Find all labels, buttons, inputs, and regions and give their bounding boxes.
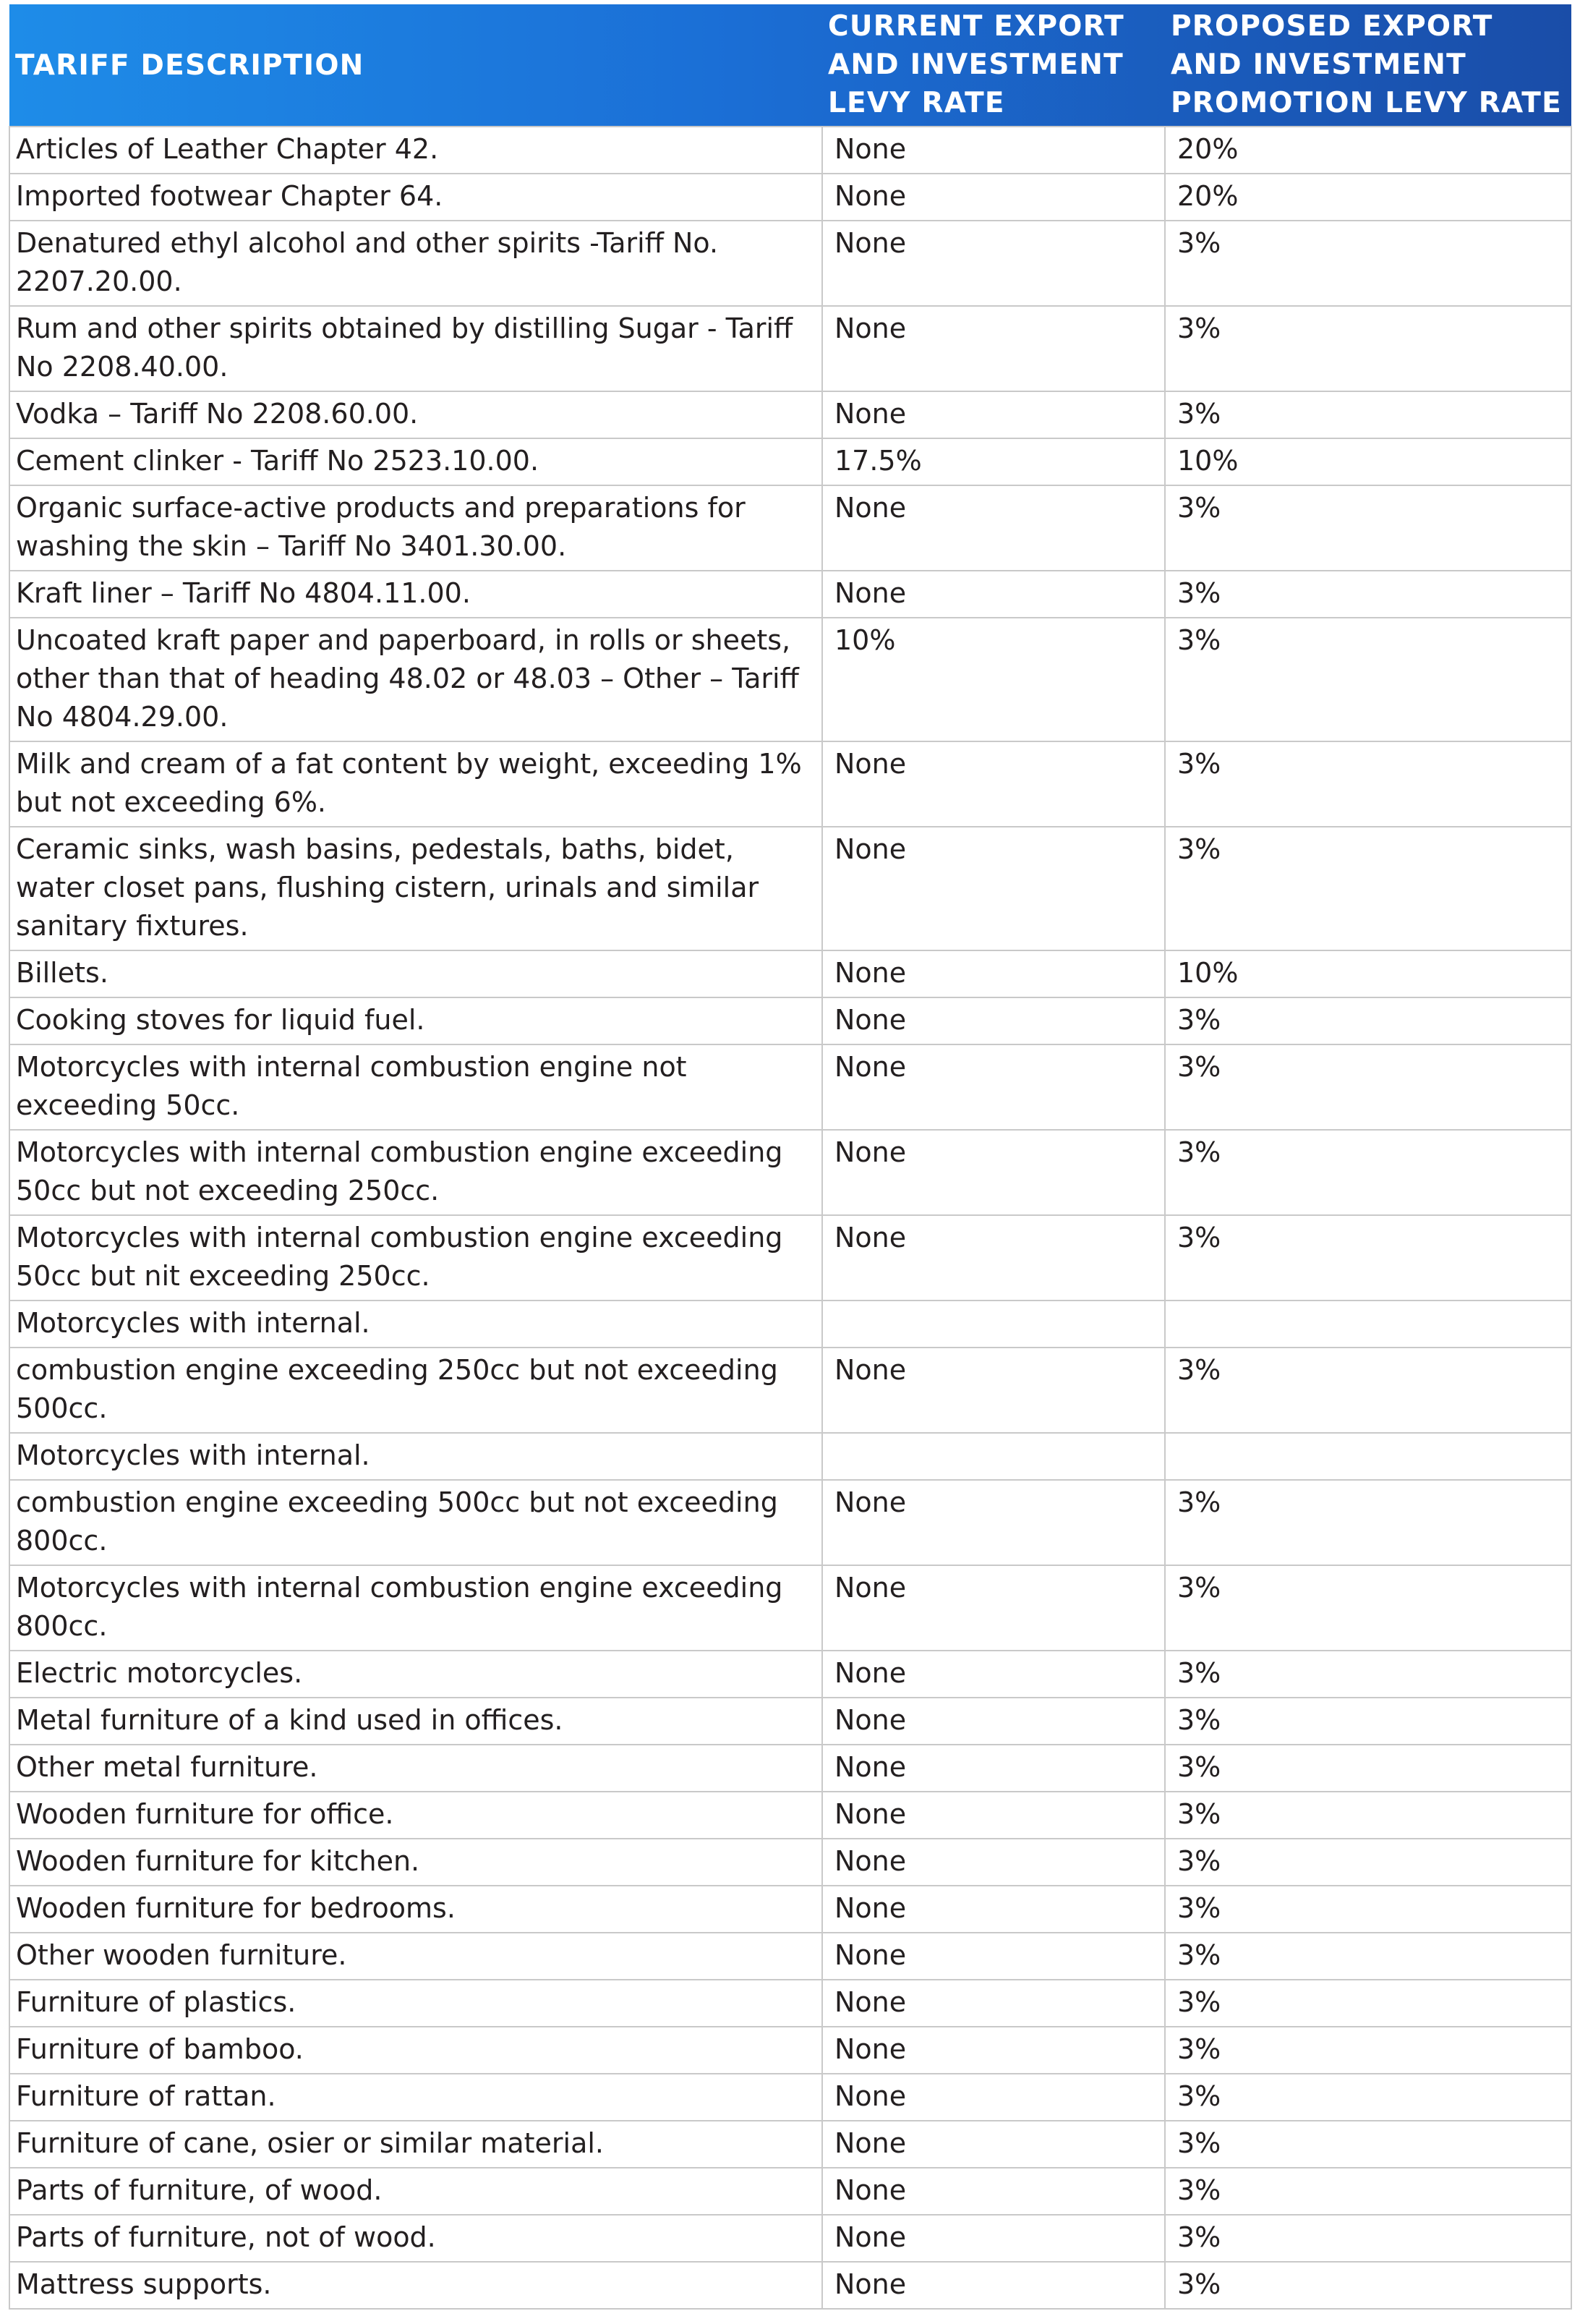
current-rate-cell: None [822, 2121, 1165, 2168]
current-rate-cell: None [822, 306, 1165, 391]
table-row [9, 1348, 1571, 1433]
current-rate-cell: None [822, 1565, 1165, 1651]
description-cell: Motorcycles with internal. [9, 1433, 822, 1480]
proposed-rate-cell: 3% [1165, 1215, 1571, 1301]
proposed-rate-cell [1165, 1433, 1571, 1480]
table-row [9, 1130, 1571, 1215]
table-row [9, 1565, 1571, 1651]
table-row [9, 1792, 1571, 1839]
table-row [9, 2074, 1571, 2121]
description-cell: Metal furniture of a kind used in offices. [9, 1698, 822, 1745]
current-rate-cell: None [822, 741, 1165, 827]
table-row [9, 1933, 1571, 1980]
proposed-rate-cell: 3% [1165, 2027, 1571, 2074]
table-row [9, 1433, 1571, 1480]
header-current-levy-rate: CURRENT EXPORT AND INVESTMENT LEVY RATE [828, 10, 1124, 119]
current-rate-cell: None [822, 221, 1165, 306]
table-row [9, 174, 1571, 221]
proposed-rate-cell: 3% [1165, 1933, 1571, 1980]
table-row [9, 2215, 1571, 2262]
description-cell: Motorcycles with internal combustion engine exceeding 50cc but nit exceeding 250cc. [9, 1215, 822, 1301]
current-rate-cell: None [822, 1130, 1165, 1215]
table-row [9, 1301, 1571, 1348]
proposed-rate-cell: 3% [1165, 618, 1571, 741]
proposed-rate-cell: 3% [1165, 997, 1571, 1044]
description-cell: Cooking stoves for liquid fuel. [9, 997, 822, 1044]
proposed-rate-cell: 3% [1165, 1130, 1571, 1215]
table-row [9, 1215, 1571, 1301]
description-cell: Furniture of rattan. [9, 2074, 822, 2121]
description-cell: Cement clinker - Tariff No 2523.10.00. [9, 438, 822, 485]
table-row [9, 2027, 1571, 2074]
current-rate-cell: None [822, 1215, 1165, 1301]
table-row [9, 827, 1571, 950]
table-row [9, 1044, 1571, 1130]
table-row [9, 1745, 1571, 1792]
table-row [9, 1651, 1571, 1698]
current-rate-cell: None [822, 2074, 1165, 2121]
table-row [9, 1839, 1571, 1886]
header-proposed-levy-rate: PROPOSED EXPORT AND INVESTMENT PROMOTION LEVY RATE [1171, 10, 1562, 119]
description-cell: Motorcycles with internal combustion engine exceeding 800cc. [9, 1565, 822, 1651]
description-cell: Kraft liner – Tariff No 4804.11.00. [9, 571, 822, 618]
current-rate-cell: None [822, 485, 1165, 571]
table-row [9, 2168, 1571, 2215]
description-cell: Other metal furniture. [9, 1745, 822, 1792]
description-cell: Mattress supports. [9, 2262, 822, 2309]
proposed-rate-cell: 3% [1165, 1792, 1571, 1839]
proposed-rate-cell: 3% [1165, 2215, 1571, 2262]
table-row [9, 391, 1571, 438]
proposed-rate-cell: 3% [1165, 1348, 1571, 1433]
current-rate-cell: None [822, 174, 1165, 221]
current-rate-cell: None [822, 1792, 1165, 1839]
description-cell: Wooden furniture for office. [9, 1792, 822, 1839]
description-cell: Imported footwear Chapter 64. [9, 174, 822, 221]
description-cell: combustion engine exceeding 250cc but not exceeding 500cc. [9, 1348, 822, 1433]
current-rate-cell: None [822, 1480, 1165, 1565]
table-row [9, 997, 1571, 1044]
table-body [9, 127, 1571, 2309]
table-row [9, 438, 1571, 485]
header-row [9, 4, 1571, 127]
description-cell: Electric motorcycles. [9, 1651, 822, 1698]
description-cell: Other wooden furniture. [9, 1933, 822, 1980]
description-cell: Ceramic sinks, wash basins, pedestals, baths, bidet, water closet pans, flushing cistern, urinals and similar sanitary fixtures. [9, 827, 822, 950]
table-row [9, 2262, 1571, 2309]
table-row [9, 1886, 1571, 1933]
proposed-rate-cell: 3% [1165, 1480, 1571, 1565]
proposed-rate-cell: 3% [1165, 1886, 1571, 1933]
proposed-rate-cell: 3% [1165, 1651, 1571, 1698]
current-rate-cell: None [822, 1839, 1165, 1886]
proposed-rate-cell: 20% [1165, 174, 1571, 221]
proposed-rate-cell: 3% [1165, 485, 1571, 571]
proposed-rate-cell: 3% [1165, 2262, 1571, 2309]
description-cell: Wooden furniture for bedrooms. [9, 1886, 822, 1933]
description-cell: Articles of Leather Chapter 42. [9, 127, 822, 174]
description-cell: Parts of furniture, not of wood. [9, 2215, 822, 2262]
table-row [9, 1480, 1571, 1565]
current-rate-cell: 17.5% [822, 438, 1165, 485]
proposed-rate-cell: 20% [1165, 127, 1571, 174]
current-rate-cell: None [822, 997, 1165, 1044]
current-rate-cell: None [822, 827, 1165, 950]
proposed-rate-cell: 3% [1165, 571, 1571, 618]
table-row [9, 571, 1571, 618]
current-rate-cell: None [822, 1886, 1165, 1933]
proposed-rate-cell: 3% [1165, 221, 1571, 306]
description-cell: Denatured ethyl alcohol and other spirits -Tariff No. 2207.20.00. [9, 221, 822, 306]
table-row [9, 618, 1571, 741]
proposed-rate-cell: 3% [1165, 391, 1571, 438]
table-row [9, 127, 1571, 174]
current-rate-cell: None [822, 1348, 1165, 1433]
table-row [9, 2121, 1571, 2168]
proposed-rate-cell: 3% [1165, 1565, 1571, 1651]
current-rate-cell: None [822, 1745, 1165, 1792]
proposed-rate-cell: 3% [1165, 1745, 1571, 1792]
description-cell: Rum and other spirits obtained by distilling Sugar - Tariff No 2208.40.00. [9, 306, 822, 391]
proposed-rate-cell: 3% [1165, 2121, 1571, 2168]
description-cell: Furniture of bamboo. [9, 2027, 822, 2074]
proposed-rate-cell: 3% [1165, 1698, 1571, 1745]
description-cell: Wooden furniture for kitchen. [9, 1839, 822, 1886]
tariff-table [9, 4, 1572, 2310]
proposed-rate-cell: 3% [1165, 306, 1571, 391]
current-rate-cell: None [822, 2262, 1165, 2309]
description-cell: Furniture of plastics. [9, 1980, 822, 2027]
table-row [9, 1698, 1571, 1745]
table-row [9, 741, 1571, 827]
proposed-rate-cell: 3% [1165, 1839, 1571, 1886]
current-rate-cell: None [822, 2168, 1165, 2215]
table-row [9, 306, 1571, 391]
current-rate-cell: None [822, 391, 1165, 438]
table-row [9, 221, 1571, 306]
description-cell: Vodka – Tariff No 2208.60.00. [9, 391, 822, 438]
description-cell: Motorcycles with internal combustion engine not exceeding 50cc. [9, 1044, 822, 1130]
proposed-rate-cell: 3% [1165, 827, 1571, 950]
current-rate-cell: None [822, 2027, 1165, 2074]
current-rate-cell: None [822, 1044, 1165, 1130]
current-rate-cell: None [822, 1980, 1165, 2027]
current-rate-cell [822, 1433, 1165, 1480]
proposed-rate-cell: 3% [1165, 2074, 1571, 2121]
proposed-rate-cell: 3% [1165, 1980, 1571, 2027]
table-row [9, 950, 1571, 997]
description-cell: Billets. [9, 950, 822, 997]
proposed-rate-cell: 3% [1165, 2168, 1571, 2215]
proposed-rate-cell: 10% [1165, 438, 1571, 485]
description-cell: Uncoated kraft paper and paperboard, in rolls or sheets, other than that of heading 48.02 or 48.03 – Other – Tariff No 4804.29.00. [9, 618, 822, 741]
description-cell: combustion engine exceeding 500cc but not exceeding 800cc. [9, 1480, 822, 1565]
table-row [9, 485, 1571, 571]
description-cell: Parts of furniture, of wood. [9, 2168, 822, 2215]
header-tariff-description: TARIFF DESCRIPTION [15, 48, 364, 82]
current-rate-cell [822, 1301, 1165, 1348]
current-rate-cell: 10% [822, 618, 1165, 741]
current-rate-cell: None [822, 950, 1165, 997]
current-rate-cell: None [822, 1651, 1165, 1698]
current-rate-cell: None [822, 1933, 1165, 1980]
description-cell: Milk and cream of a fat content by weight, exceeding 1% but not exceeding 6%. [9, 741, 822, 827]
description-cell: Motorcycles with internal. [9, 1301, 822, 1348]
proposed-rate-cell: 10% [1165, 950, 1571, 997]
description-cell: Furniture of cane, osier or similar material. [9, 2121, 822, 2168]
description-cell: Motorcycles with internal combustion engine exceeding 50cc but not exceeding 250cc. [9, 1130, 822, 1215]
current-rate-cell: None [822, 127, 1165, 174]
description-cell: Organic surface-active products and preparations for washing the skin – Tariff No 3401.30.00. [9, 485, 822, 571]
table-row [9, 1980, 1571, 2027]
current-rate-cell: None [822, 571, 1165, 618]
current-rate-cell: None [822, 1698, 1165, 1745]
table-header [9, 4, 1571, 127]
proposed-rate-cell [1165, 1301, 1571, 1348]
proposed-rate-cell: 3% [1165, 1044, 1571, 1130]
current-rate-cell: None [822, 2215, 1165, 2262]
proposed-rate-cell: 3% [1165, 741, 1571, 827]
